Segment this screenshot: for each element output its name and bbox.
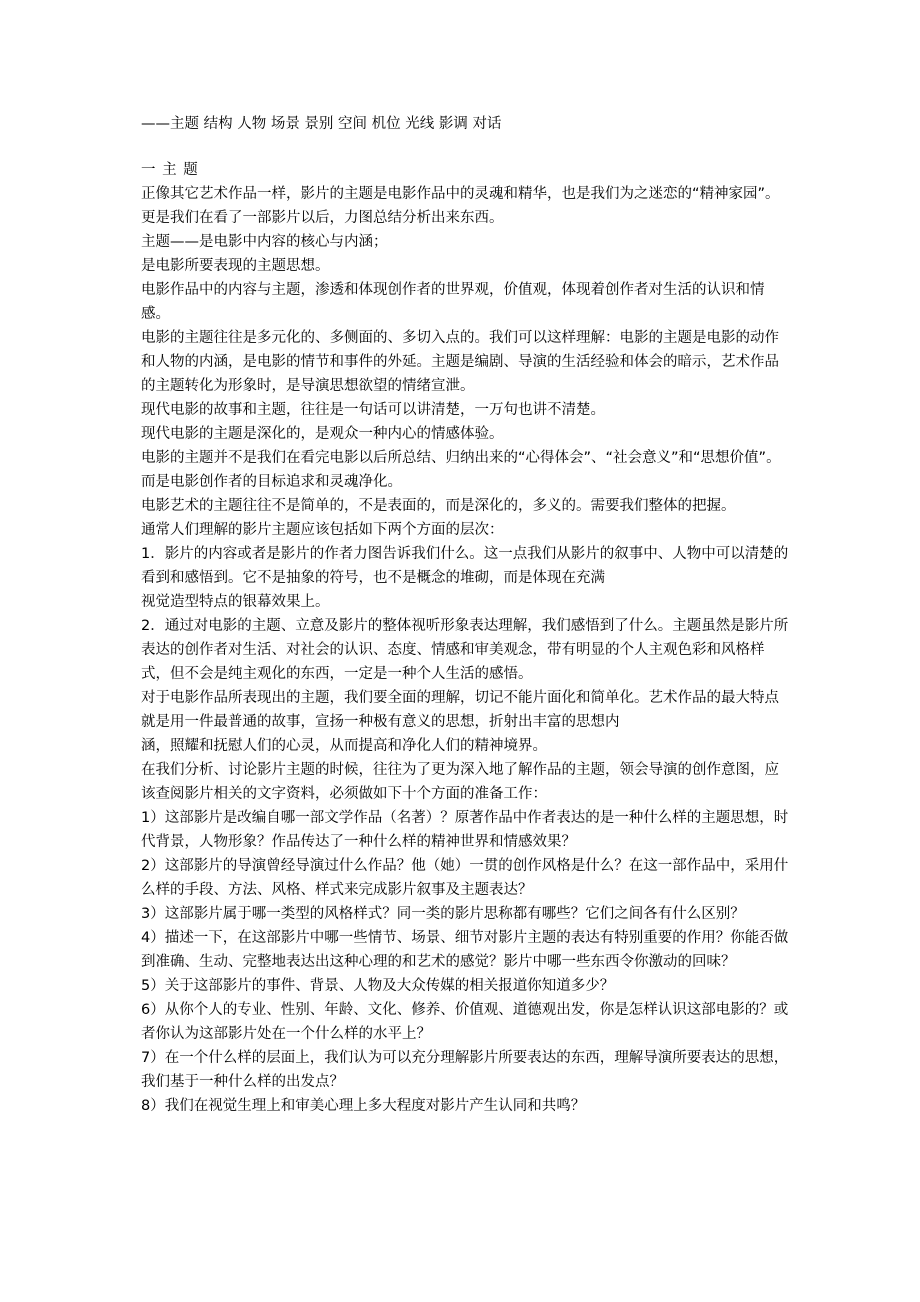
section-heading: 一 主 题 [141, 162, 199, 178]
paragraph: 电影的主题往往是多元化的、多侧面的、多切入点的。我们可以这样理解：电影的主题是电影的动作和人物的内涵，是电影的情节和事件的外延。主题是编剧、导演的生活经验和体会的暗示，艺术作品的主题转化为形象时，是导演思想欲望的情绪宣泄。 [141, 330, 779, 394]
paragraph: 在我们分析、讨论影片主题的时候，往往为了更为深入地了解作品的主题，领会导演的创作意图，应该查阅影片相关的文字资料，必须做如下十个方面的准备工作： [141, 762, 779, 802]
paragraph: 1）这部影片是改编自哪一部文学作品（名著）？原著作品中作者表达的是一种什么样的主题思想，时代背景，人物形象？作品传达了一种什么样的精神世界和情感效果？ [141, 810, 789, 850]
paragraph: 对于电影作品所表现出的主题，我们要全面的理解，切记不能片面化和简单化。艺术作品的最大特点就是用一件最普通的故事，宣扬一种极有意义的思想，折射出丰富的思想内 [141, 690, 779, 730]
paragraph: 现代电影的主题是深化的，是观众一种内心的情感体验。 [141, 426, 504, 442]
paragraph: 主题——是电影中内容的核心与内涵； [141, 234, 388, 250]
paragraph: 5）关于这部影片的事件、背景、人物及大众传媒的相关报道你知道多少？ [141, 978, 615, 994]
document-page [141, 112, 791, 1118]
paragraph: 3）这部影片属于哪一类型的风格样式？同一类的影片思称都有哪些？它们之间各有什么区别？ [141, 906, 745, 922]
paragraph: 8）我们在视觉生理上和审美心理上多大程度对影片产生认同和共鸣？ [141, 1098, 586, 1114]
paragraph: 7）在一个什么样的层面上，我们认为可以充分理解影片所要表达的东西，理解导演所要表达的思想，我们基于一种什么样的出发点？ [141, 1050, 789, 1090]
paragraph: 正像其它艺术作品一样，影片的主题是电影作品中的灵魂和精华，也是我们为之迷恋的“精神家园”。更是我们在看了一部影片以后，力图总结分析出来东西。 [141, 186, 780, 226]
paragraph: 通常人们理解的影片主题应该包括如下两个方面的层次： [141, 522, 504, 538]
paragraph: 涵，照耀和抚慰人们的心灵，从而提高和净化人们的精神境界。 [141, 738, 547, 754]
paragraph: 6）从你个人的专业、性别、年龄、文化、修养、价值观、道德观出发，你是怎样认识这部电影的？或者你认为这部影片处在一个什么样的水平上？ [141, 1002, 789, 1042]
paragraph: 现代电影的故事和主题，往往是一句话可以讲清楚，一万句也讲不清楚。 [141, 402, 605, 418]
paragraph: 2）这部影片的导演曾经导演过什么作品？他（她）一贯的创作风格是什么？在这一部作品中，采用什么样的手段、方法、风格、样式来完成影片叙事及主题表达？ [141, 858, 789, 898]
paragraph: 1．影片的内容或者是影片的作者力图告诉我们什么。这一点我们从影片的叙事中、人物中可以清楚的看到和感悟到。它不是抽象的符号，也不是概念的堆砌，而是体现在充满 [141, 546, 789, 586]
paragraph: 电影艺术的主题往往不是简单的，不是表面的，而是深化的，多义的。需要我们整体的把握。 [141, 498, 736, 514]
document-body [141, 182, 791, 1118]
paragraph: 4）描述一下，在这部影片中哪一些情节、场景、细节对影片主题的表达有特别重要的作用？你能否做到准确、生动、完整地表达出这种心理的和艺术的感觉？影片中哪一些东西令你激动的回味？ [141, 930, 789, 970]
paragraph: 视觉造型特点的银幕效果上。 [141, 594, 330, 610]
document-subtitle: ——主题 结构 人物 场景 景别 空间 机位 光线 影调 对话 [141, 116, 502, 132]
paragraph: 电影的主题并不是我们在看完电影以后所总结、归纳出来的“心得体会”、“社会意义”和“思想价值”。而是电影创作者的目标追求和灵魂净化。 [141, 450, 781, 490]
paragraph: 2．通过对电影的主题、立意及影片的整体视听形象表达理解，我们感悟到了什么。主题虽然是影片所表达的创作者对生活、对社会的认识、态度、情感和审美观念，带有明显的个人主观色彩和风格样式，但不会是纯主观化的东西，一定是一种个人生活的感悟。 [141, 618, 789, 682]
paragraph: 电影作品中的内容与主题，渗透和体现创作者的世界观，价值观，体现着创作者对生活的认识和情感。 [141, 282, 765, 322]
paragraph: 是电影所要表现的主题思想。 [141, 258, 330, 274]
